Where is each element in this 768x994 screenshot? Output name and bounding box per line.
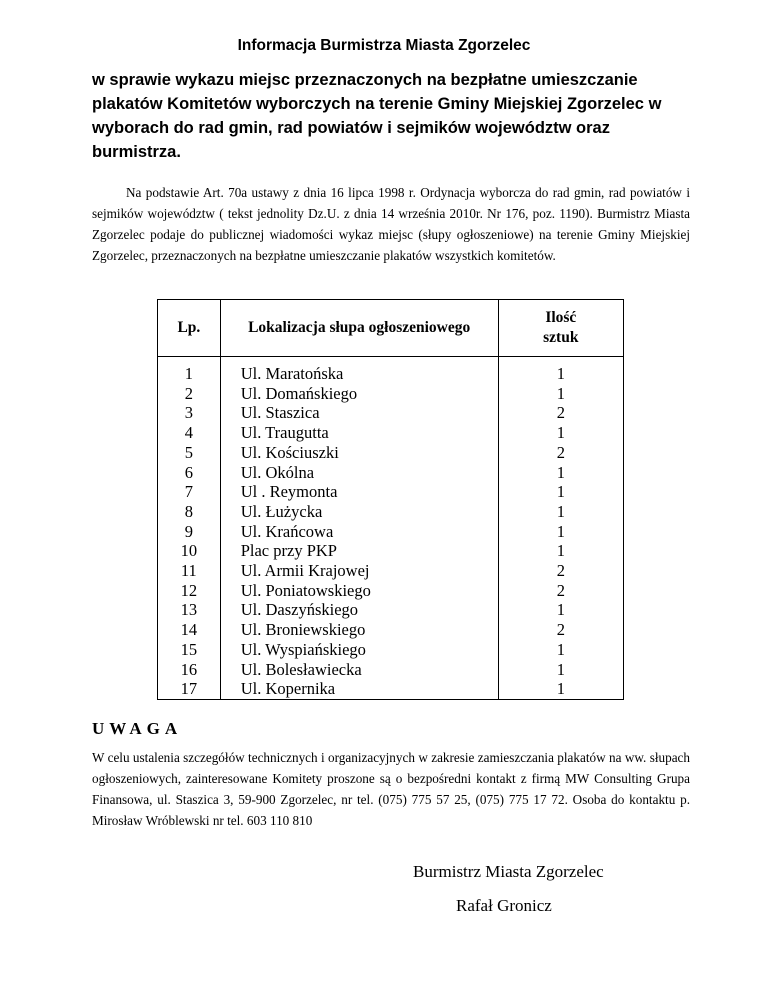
row-location: Plac przy PKP [220, 541, 498, 561]
row-number: 9 [158, 522, 221, 542]
header-location: Lokalizacja słupa ogłoszeniowego [220, 300, 498, 357]
row-location: Ul. Poniatowskiego [220, 581, 498, 601]
row-location: Ul. Staszica [220, 403, 498, 423]
header-quantity-line1: Ilość [545, 309, 577, 326]
row-quantity: 1 [498, 660, 623, 680]
row-quantity: 1 [498, 640, 623, 660]
row-quantity: 1 [498, 384, 623, 404]
table-row [158, 463, 624, 483]
row-location: Ul. Broniewskiego [220, 620, 498, 640]
row-location: Ul. Maratońska [220, 357, 498, 384]
row-location: Ul. Łużycka [220, 502, 498, 522]
document-title: Informacja Burmistrza Miasta Zgorzelec [237, 37, 531, 54]
table-row [158, 403, 624, 423]
poster-locations-table [157, 299, 624, 700]
table-row [158, 482, 624, 502]
row-number: 10 [158, 541, 221, 561]
row-quantity: 1 [498, 522, 623, 542]
row-quantity: 2 [498, 620, 623, 640]
row-location: Ul. Daszyńskiego [220, 600, 498, 620]
table-row [158, 384, 624, 404]
row-number: 7 [158, 482, 221, 502]
row-location: Ul. Traugutta [220, 423, 498, 443]
table-row [158, 620, 624, 640]
row-number: 15 [158, 640, 221, 660]
row-quantity: 1 [498, 600, 623, 620]
table-row [158, 443, 624, 463]
signature-title: Burmistrz Miasta Zgorzelec [413, 862, 604, 881]
row-location: Ul. Bolesławiecka [220, 660, 498, 680]
row-location: Ul. Armii Krajowej [220, 561, 498, 581]
intro-text: Na podstawie Art. 70a ustawy z dnia 16 lipca 1998 r. Ordynacja wyborcza do rad gmin, rad powiatów i sejmików województw ( tekst jednolity Dz.U. z dnia 14 września 2010r. Nr 176, poz. 1190). Burmistrz Miasta Zgorzelec podaje do publicznej wiadomości wykaz miejsc (słupy ogłoszeniowe) na terenie Gminy Miejskiej Zgorzelec, przeznaczonych na bezpłatne umieszczanie plakatów wszystkich komitetów. [92, 185, 690, 263]
table-row [158, 522, 624, 542]
row-quantity: 2 [498, 581, 623, 601]
row-quantity: 1 [498, 463, 623, 483]
header-quantity [498, 300, 623, 357]
table-body [158, 357, 624, 700]
notice-heading: UWAGA [92, 719, 183, 738]
notice-text: W celu ustalenia szczegółów technicznych i organizacyjnych w zakresie zamieszczania plakatów na ww. słupach ogłoszeniowych, zainteresowane Komitety proszone są o bezpośredni kontakt z firmą MW Consulting Grupa Finansowa, ul. Staszica 3, 59-900 Zgorzelec, nr tel. (075) 775 57 25, (075) 775 17 72. Osoba do kontaktu p. Mirosław Wróblewski nr tel. 603 110 810 [92, 750, 690, 828]
signature-name: Rafał Gronicz [456, 896, 552, 915]
row-quantity: 1 [498, 482, 623, 502]
table-row [158, 541, 624, 561]
table-row [158, 679, 624, 699]
row-location: Ul. Kościuszki [220, 443, 498, 463]
row-quantity: 1 [498, 423, 623, 443]
row-quantity: 1 [498, 502, 623, 522]
row-number: 6 [158, 463, 221, 483]
table-row [158, 660, 624, 680]
row-location: Ul. Okólna [220, 463, 498, 483]
row-number: 2 [158, 384, 221, 404]
row-quantity: 2 [498, 403, 623, 423]
intro-paragraph [92, 182, 690, 266]
row-quantity: 1 [498, 357, 623, 384]
row-location: Ul . Reymonta [220, 482, 498, 502]
row-number: 13 [158, 600, 221, 620]
row-number: 1 [158, 357, 221, 384]
row-number: 3 [158, 403, 221, 423]
document-subtitle: w sprawie wykazu miejsc przeznaczonych na bezpłatne umieszczanie plakatów Komitetów wyborczych na terenie Gminy Miejskiej Zgorzelec w wyborach do rad gmin, rad powiatów i sejmików województw oraz burmistrza. [92, 71, 662, 161]
row-number: 8 [158, 502, 221, 522]
row-quantity: 1 [498, 541, 623, 561]
table-header-row [158, 300, 624, 357]
table-row [158, 423, 624, 443]
table-row [158, 357, 624, 384]
row-number: 14 [158, 620, 221, 640]
row-location: Ul. Kopernika [220, 679, 498, 699]
row-quantity: 2 [498, 443, 623, 463]
row-location: Ul. Wyspiańskiego [220, 640, 498, 660]
table-row [158, 640, 624, 660]
row-number: 11 [158, 561, 221, 581]
row-number: 4 [158, 423, 221, 443]
table-row [158, 581, 624, 601]
header-lp: Lp. [158, 300, 221, 357]
row-number: 17 [158, 679, 221, 699]
header-quantity-line2: sztuk [543, 329, 579, 346]
row-number: 12 [158, 581, 221, 601]
row-location: Ul. Domańskiego [220, 384, 498, 404]
row-location: Ul. Krańcowa [220, 522, 498, 542]
row-quantity: 2 [498, 561, 623, 581]
table-row [158, 600, 624, 620]
row-number: 5 [158, 443, 221, 463]
table-row [158, 502, 624, 522]
row-number: 16 [158, 660, 221, 680]
table-row [158, 561, 624, 581]
row-quantity: 1 [498, 679, 623, 699]
